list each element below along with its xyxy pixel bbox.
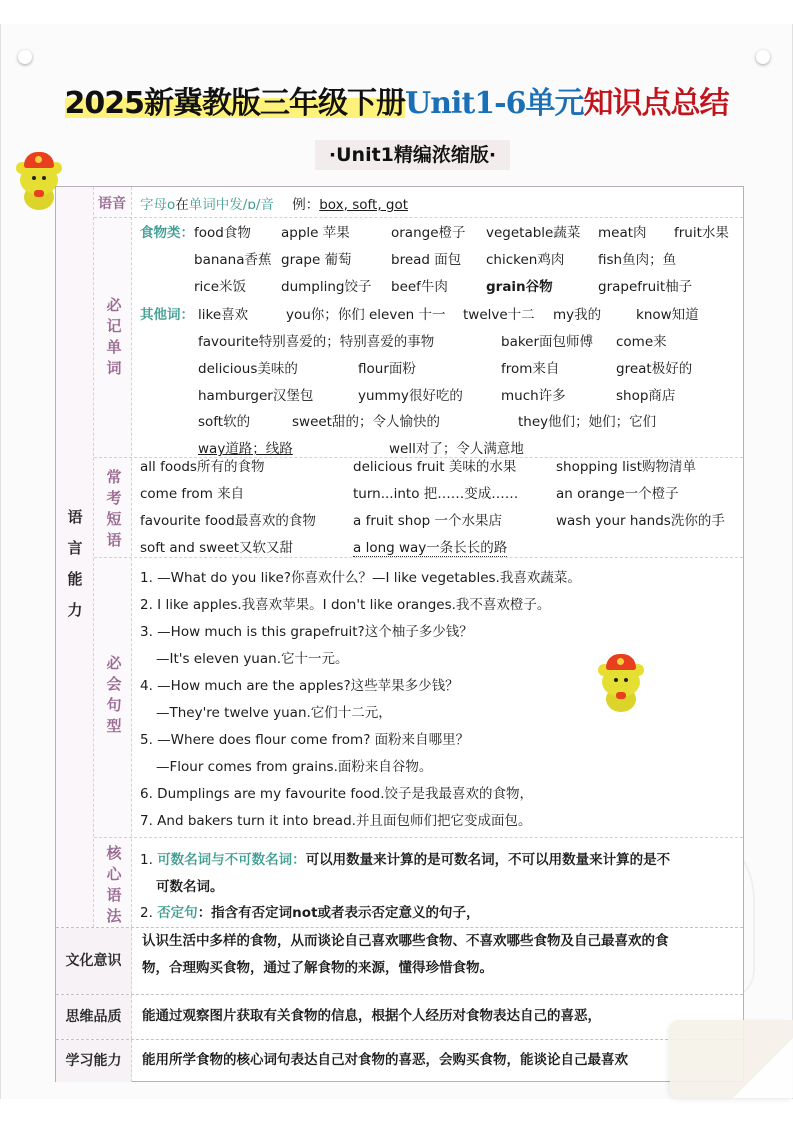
item-number: 2. (140, 905, 153, 921)
grammar-item-negative (140, 901, 480, 921)
word-item: fruit水果 (674, 225, 729, 241)
phrase-item: turn...into 把……变成…… (353, 486, 519, 502)
word-item: vegetable蔬菜 (486, 225, 581, 241)
sentence-line: 5. —Where does flour come from? 面粉来自哪里？ (140, 732, 470, 748)
phrase-item: come from 来自 (140, 486, 245, 502)
word-item: twelve十二 (463, 307, 535, 323)
word-item: way道路；线路 (198, 441, 293, 457)
page-title (0, 78, 793, 122)
word-item: shop商店 (616, 388, 676, 404)
word-item: from来自 (501, 361, 560, 377)
label-char: 能 (67, 570, 83, 588)
culture-text (142, 928, 740, 982)
row-label-learning: 学习能力 (56, 1040, 132, 1082)
phrase-item: shopping list购物清单 (556, 459, 696, 475)
sentence-line: —Flour comes from grains.面粉来自谷物。 (156, 759, 433, 775)
sentence-line: 1. —What do you like?你喜欢什么？—I like vegetables.我喜欢蔬菜。 (140, 570, 581, 586)
word-item: grape 葡萄 (281, 252, 352, 268)
word-item: well对了；令人满意地 (389, 441, 524, 457)
page-subtitle: ·Unit1精编浓缩版· (315, 140, 510, 170)
label-char: 心 (106, 865, 122, 883)
label-char: 短 (106, 510, 122, 528)
row-label-pronunciation: 语音 (98, 196, 126, 212)
word-item: delicious美味的 (198, 361, 298, 377)
label-char: 型 (106, 717, 122, 735)
label-char: 力 (67, 601, 83, 619)
phrase-item: favourite food最喜欢的食物 (140, 513, 316, 529)
phrase-item: all foods所有的食物 (140, 459, 265, 475)
label-char: 语 (67, 508, 83, 526)
word-item: yummy很好吃的 (358, 388, 463, 404)
label-char: 言 (67, 539, 83, 557)
title-part-grade: 2025新冀教版三年级下册 (64, 86, 406, 121)
label-char: 记 (106, 317, 122, 335)
word-item: much许多 (501, 388, 566, 404)
mascot-duck-icon (596, 654, 646, 714)
rule-mid: 在 (175, 197, 189, 213)
sentence-line: 7. And bakers turn it into bread.并且面包师们把它变成面包。 (140, 813, 532, 829)
word-item: eleven 十一 (369, 307, 446, 323)
label-char: 句 (106, 696, 122, 714)
word-item: baker面包师傅 (501, 334, 594, 350)
word-item: sweet甜的；令人愉快的 (292, 414, 440, 430)
label-char: 必 (106, 296, 122, 314)
label-char: 词 (106, 359, 122, 377)
word-item: like喜欢 (198, 307, 249, 323)
sentence-line: 2. I like apples.我喜欢苹果。I don't like oranges.我不喜欢橙子。 (140, 597, 551, 613)
label-char: 必 (106, 654, 122, 672)
sentence-line: 4. —How much are the apples?这些苹果多少钱？ (140, 678, 459, 694)
word-item: know知道 (636, 307, 699, 323)
phrase-item: an orange一个橙子 (556, 486, 679, 502)
label-char: 会 (106, 675, 122, 693)
label-char: 语 (106, 531, 122, 549)
section-label-language-ability (66, 507, 84, 621)
word-item: food食物 (194, 225, 251, 241)
label-char: 语 (106, 886, 122, 904)
row-label-thinking: 思维品质 (56, 995, 132, 1039)
label-char: 常 (106, 468, 122, 486)
pin-icon (756, 50, 770, 64)
phrase-item: delicious fruit 美味的水果 (353, 459, 517, 475)
row-label-sentences (105, 653, 123, 737)
word-item: orange橙子 (391, 225, 466, 241)
sentence-line: —It's eleven yuan.它十一元。 (156, 651, 349, 667)
row-label-must-words (105, 295, 123, 379)
grammar-term: 可数名词与不可数名词： (157, 852, 306, 868)
phrase-item: soft and sweet又软又甜 (140, 540, 294, 556)
culture-line: 认识生活中多样的食物，从而谈论自己喜欢哪些食物、不喜欢哪些食物及自己最喜欢的食 (142, 933, 669, 949)
row-label-culture: 文化意识 (56, 928, 132, 994)
word-item: apple 苹果 (281, 225, 350, 241)
word-item: grain谷物 (486, 279, 553, 295)
word-item: you你；你们 (286, 307, 365, 323)
grammar-text: 可以用数量来计算的是可数名词，不可以用数量来计算的是不 (305, 852, 671, 868)
sticker-tape-decoration-icon (670, 1020, 793, 1098)
other-words-label: 其他词： (140, 307, 194, 323)
grammar-item-countable (140, 848, 670, 868)
title-part-units: Unit1-6单元 (405, 86, 584, 121)
word-item: banana香蕉 (194, 252, 272, 268)
example-label: 例： (292, 197, 320, 213)
culture-line: 物，合理购买食物，通过了解食物的来源，懂得珍惜食物。 (142, 960, 493, 976)
item-number: 1. (140, 852, 153, 868)
knowledge-table (55, 186, 744, 1082)
word-item: beef牛肉 (391, 279, 448, 295)
word-item: rice米饭 (194, 279, 247, 295)
label-char: 法 (106, 907, 122, 925)
word-item: chicken鸡肉 (486, 252, 565, 268)
word-item: soft软的 (198, 414, 251, 430)
word-item: grapefruit柚子 (598, 279, 693, 295)
thinking-text: 能通过观察图片获取有关食物的信息，根据个人经历对食物表达自己的喜恶， (142, 1008, 601, 1024)
example-words: box, soft, got (319, 197, 409, 213)
word-item: dumpling饺子 (281, 279, 372, 295)
label-char: 核 (106, 844, 122, 862)
grammar-term: 否定句 (157, 905, 198, 921)
sentence-line: 6. Dumplings are my favourite food.饺子是我最喜欢的食物， (140, 786, 534, 802)
sentence-line: 3. —How much is this grapefruit?这个柚子多少钱？ (140, 624, 473, 640)
phrase-item: a fruit shop 一个水果店 (353, 513, 502, 529)
sentence-line: —They're twelve yuan.它们十二元， (156, 705, 392, 721)
pin-icon (18, 50, 32, 64)
word-item: flour面粉 (358, 361, 416, 377)
word-item: meat肉 (598, 225, 647, 241)
word-item: bread 面包 (391, 252, 462, 268)
word-item: favourite特别喜爱的；特别喜爱的事物 (198, 334, 435, 350)
label-char: 考 (106, 489, 122, 507)
phrase-item: wash your hands洗你的手 (556, 513, 725, 529)
food-category-label: 食物类： (140, 225, 194, 241)
title-part-summary: 知识点总结 (583, 86, 729, 121)
phrase-item: a long way一条长长的路 (353, 536, 507, 557)
grammar-text: ：指含有否定词not或者表示否定意义的句子， (197, 905, 480, 921)
word-item: great极好的 (616, 361, 693, 377)
pronunciation-rule (140, 193, 408, 213)
grammar-continuation: 可数名词。 (156, 879, 224, 895)
label-char: 单 (106, 338, 122, 356)
learning-text: 能用所学食物的核心词句表达自己对食物的喜恶，会购买食物，能谈论自己最喜欢 (142, 1052, 628, 1068)
word-item: my我的 (553, 307, 602, 323)
word-item: they他们；她们；它们 (518, 414, 657, 430)
word-item: come来 (616, 334, 667, 350)
word-item: hamburger汉堡包 (198, 388, 314, 404)
rule-suffix: 单词中发/ɒ/音 (188, 197, 274, 213)
word-item: fish鱼肉；鱼 (598, 252, 677, 268)
rule-prefix: 字母o (140, 197, 176, 213)
row-label-grammar (105, 843, 123, 927)
row-label-phrases (105, 467, 123, 551)
